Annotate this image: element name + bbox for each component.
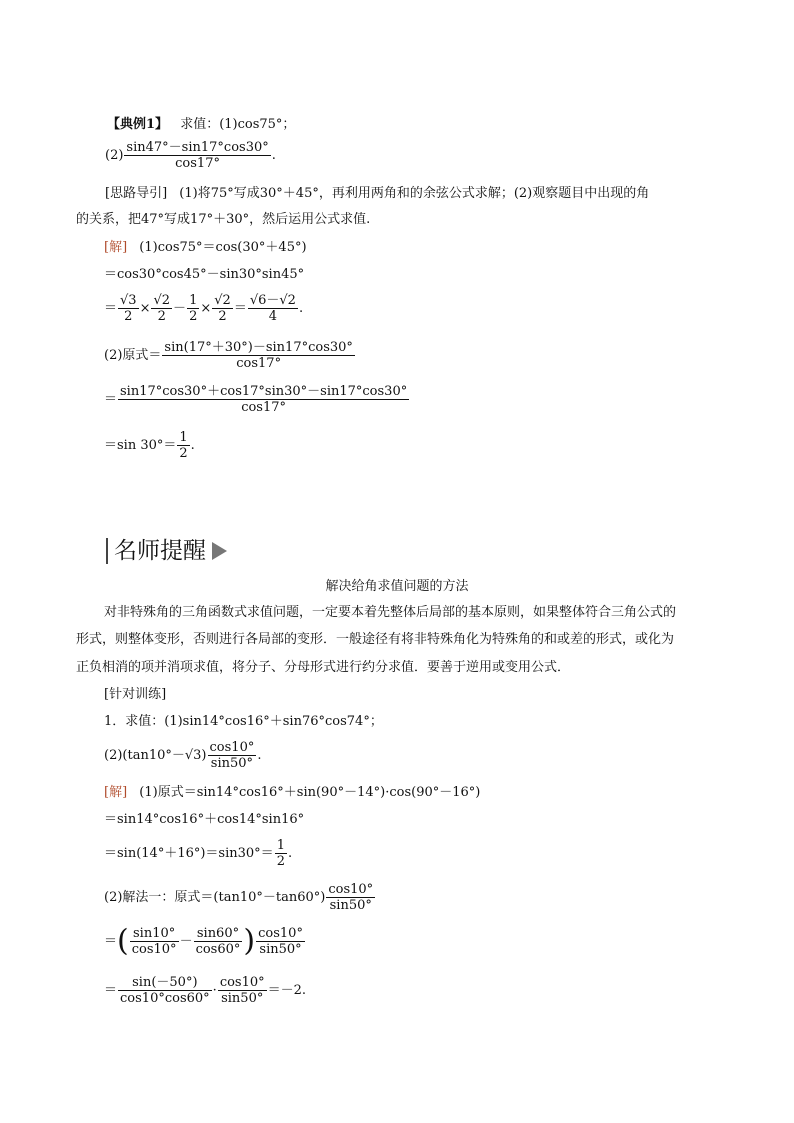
guide-line-2: 的关系，把47°写成17°＋30°，然后运用公式求值. [76, 212, 371, 227]
denominator: cos10°cos60° [120, 991, 210, 1006]
guide-text: (1)将75°写成30°＋45°，再利用两角和的余弦公式求解；(2)观察题目中出现的角 [179, 186, 650, 201]
solution1-line-5 [104, 384, 410, 415]
solution1-line-4 [104, 340, 356, 371]
fraction [130, 926, 179, 957]
dot: · [212, 983, 217, 998]
fraction [151, 293, 172, 324]
equals: ＝ [233, 301, 247, 316]
fraction [218, 975, 267, 1006]
period: . [287, 846, 293, 861]
denominator: 4 [268, 309, 278, 324]
tip-heading [106, 536, 227, 566]
fraction [187, 293, 199, 324]
fraction [275, 838, 287, 869]
numerator: 1 [179, 430, 188, 445]
fraction [256, 926, 305, 957]
denominator: cos17° [175, 156, 220, 171]
minus: － [173, 301, 187, 316]
example-prompt: 求值：(1)cos75°； [180, 117, 296, 132]
solution2-line-5 [104, 923, 306, 959]
training-question-1: 1．求值：(1)sin14°cos16°＋sin76°cos74°； [104, 714, 383, 729]
q2-prefix: (2) [105, 148, 124, 163]
fraction [208, 740, 257, 771]
tip-paragraph-line-1: 对非特殊角的三角函数式求值问题，一定要本着先整体后局部的基本原则，如果整体符合三角公式的 [104, 605, 677, 620]
solution1-line-3 [104, 293, 303, 324]
solution1-line-2: ＝cos30°cos45°－sin30°sin45° [104, 267, 305, 282]
numerator: 1 [189, 293, 198, 308]
numerator: √3 [120, 293, 137, 308]
heading-bar [106, 538, 108, 564]
solution2-step: (1)原式＝sin14°cos16°＋sin(90°－14°)·cos(90°－16°) [139, 785, 481, 800]
fraction [212, 293, 233, 324]
fraction [162, 340, 355, 371]
numerator: cos10° [219, 975, 265, 990]
solution1-line-6 [104, 430, 195, 461]
left-paren: ( [117, 923, 129, 959]
example-label: 【典例1】 [107, 117, 169, 132]
denominator: cos17° [236, 356, 282, 371]
prefix: (2)原式＝ [104, 348, 162, 363]
numerator: √6－√2 [249, 293, 296, 308]
equals: ＝ [104, 983, 118, 998]
denominator: 2 [179, 446, 188, 461]
numerator: sin17°cos30°＋cos17°sin30°－sin17°cos30° [120, 384, 408, 399]
equals: ＝ [104, 301, 118, 316]
numerator: √2 [214, 293, 231, 308]
fraction [118, 293, 139, 324]
numerator: cos10° [328, 882, 374, 897]
denominator: cos60° [195, 942, 241, 957]
period: . [257, 748, 262, 763]
denominator: sin50° [259, 942, 302, 957]
solution2-line-6 [104, 975, 306, 1006]
numerator: 1 [276, 838, 285, 853]
solution2-line-3 [104, 838, 292, 869]
solution1-line-1 [104, 239, 307, 257]
tip-heading-text: 名师提醒 [114, 538, 206, 564]
fraction [124, 140, 270, 171]
denominator: 2 [124, 309, 133, 324]
numerator: √2 [153, 293, 171, 308]
times: × [139, 301, 151, 316]
prefix: ＝sin 30°＝ [104, 438, 177, 453]
denominator: cos10° [131, 942, 177, 957]
denominator: 2 [276, 854, 285, 869]
denominator: 2 [189, 309, 198, 324]
period: . [190, 438, 195, 453]
guide-line-1 [105, 185, 649, 203]
solution1-step: (1)cos75°＝cos(30°＋45°) [139, 240, 307, 255]
tip-paragraph-line-2: 形式，则整体变形，否则进行各局部的变形．一般途径有将非特殊角化为特殊角的和或差的形式，或化为 [76, 632, 675, 647]
triangle-right-icon [212, 542, 227, 560]
solution2-line-2: ＝sin14°cos16°＋cos14°sin16° [104, 812, 305, 827]
numerator: sin(－50°) [118, 975, 212, 991]
tip-title: 解决给角求值问题的方法 [325, 579, 469, 594]
denominator: sin50° [329, 898, 372, 913]
numerator: sin60° [194, 926, 243, 942]
numerator: sin47°－sin17°cos30° [126, 140, 269, 155]
fraction [194, 926, 243, 957]
solution2-line-1 [104, 784, 480, 802]
solution2-line-4 [104, 882, 376, 913]
times: × [200, 301, 212, 316]
period: . [271, 148, 276, 163]
training-label: [针对训练] [104, 687, 167, 702]
fraction [248, 293, 298, 324]
equals: ＝ [104, 934, 118, 949]
tip-paragraph-line-3: 正负相消的项并消项求值，将分子、分母形式进行约分求值．要善于逆用或变用公式． [76, 660, 571, 675]
numerator: sin(17°＋30°)－sin17°cos30° [164, 340, 353, 355]
minus: － [179, 934, 193, 949]
fraction [118, 384, 409, 415]
period: . [298, 301, 304, 316]
fraction [118, 975, 212, 1006]
result: ＝－2. [267, 983, 307, 998]
denominator: sin50° [221, 991, 264, 1006]
prefix: (2)(tan10°－√3) [104, 748, 207, 763]
denominator: 2 [218, 309, 227, 324]
fraction [326, 882, 375, 913]
numerator: sin10° [130, 926, 179, 942]
right-paren: ) [243, 923, 256, 959]
prefix: (2)解法一：原式＝(tan10°－tan60°) [104, 890, 326, 905]
example-heading [107, 116, 295, 134]
denominator: sin50° [210, 756, 254, 771]
solution1-label: [解] [104, 240, 128, 255]
denominator: cos17° [241, 400, 287, 415]
training-question-2 [104, 740, 261, 771]
solution2-label: [解] [104, 785, 128, 800]
numerator: cos10° [258, 926, 303, 941]
example-question-2 [105, 140, 276, 171]
numerator: cos10° [209, 740, 255, 755]
prefix: ＝sin(14°＋16°)＝sin30°＝ [104, 846, 274, 861]
fraction [177, 430, 189, 461]
denominator: 2 [157, 309, 166, 324]
guide-label: [思路导引] [105, 186, 168, 201]
equals: ＝ [104, 392, 118, 407]
